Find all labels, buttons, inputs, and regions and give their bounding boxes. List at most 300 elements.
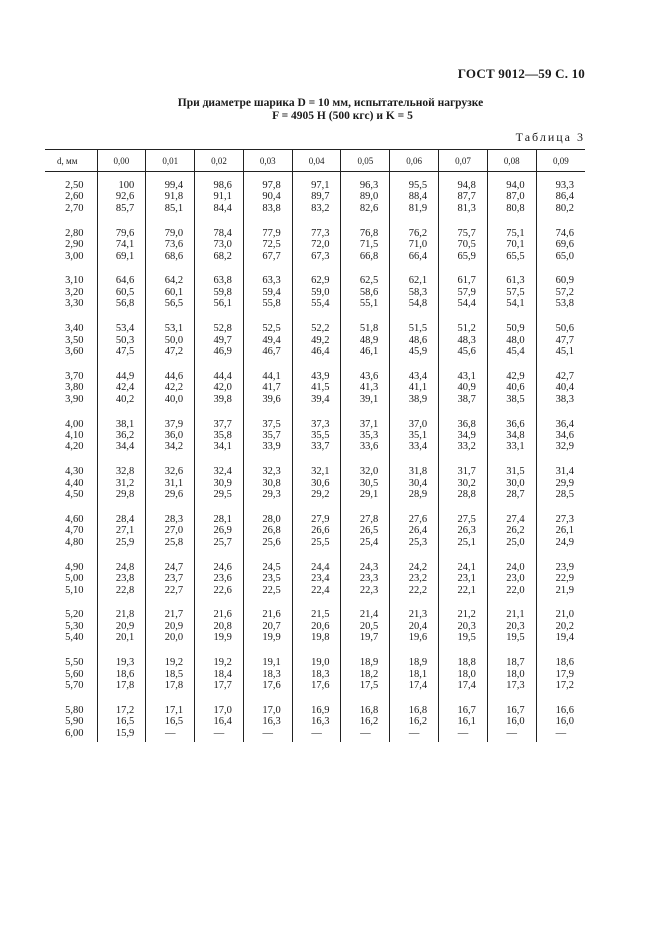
- table-row: [45, 335, 585, 346]
- hardness-cell: —: [439, 728, 488, 742]
- hardness-cell: 50,6: [536, 310, 585, 335]
- hardness-cell: 36,8: [439, 405, 488, 430]
- hardness-cell: 91,1: [195, 191, 244, 202]
- hardness-cell: 16,8: [390, 691, 439, 716]
- hardness-cell: 27,4: [487, 501, 536, 526]
- hardness-cell: 47,2: [146, 346, 195, 357]
- hardness-cell: 57,2: [536, 287, 585, 298]
- hardness-cell: 21,1: [487, 596, 536, 621]
- hardness-cell: 16,9: [292, 691, 341, 716]
- hardness-cell: 82,6: [341, 203, 390, 214]
- hardness-cell: 23,9: [536, 548, 585, 573]
- hardness-cell: 90,4: [243, 191, 292, 202]
- hardness-cell: 62,1: [390, 262, 439, 287]
- hardness-cell: 18,4: [195, 669, 244, 680]
- table-row: [45, 251, 585, 262]
- hardness-cell: 23,3: [341, 573, 390, 584]
- hardness-cell: 24,7: [146, 548, 195, 573]
- table-row: [45, 669, 585, 680]
- hardness-cell: 30,2: [439, 478, 488, 489]
- hardness-cell: 37,1: [341, 405, 390, 430]
- table-row: [45, 405, 585, 430]
- hardness-cell: 20,7: [243, 621, 292, 632]
- diameter-cell: 3,50: [65, 334, 84, 346]
- hardness-cell: 54,4: [439, 298, 488, 309]
- hardness-cell: 31,4: [536, 453, 585, 478]
- table-row: [45, 680, 585, 691]
- hardness-cell: 52,8: [195, 310, 244, 335]
- hardness-cell: 25,7: [195, 537, 244, 548]
- hardness-cell: 17,8: [97, 680, 146, 691]
- hardness-cell: 46,9: [195, 346, 244, 357]
- table-row: [45, 310, 585, 335]
- diameter-cell: 3,20: [65, 286, 84, 298]
- table-row: [45, 172, 585, 192]
- hardness-cell: 37,5: [243, 405, 292, 430]
- table-caption: [0, 97, 661, 123]
- hardness-cell: 18,6: [536, 644, 585, 669]
- hardness-cell: 34,6: [536, 430, 585, 441]
- hardness-cell: 59,4: [243, 287, 292, 298]
- hardness-cell: 33,7: [292, 441, 341, 452]
- hardness-table: [45, 149, 585, 742]
- hardness-cell: 79,6: [97, 214, 146, 239]
- header-cell: 0,04: [292, 150, 341, 172]
- hardness-cell: 49,4: [243, 335, 292, 346]
- hardness-cell: 51,5: [390, 310, 439, 335]
- hardness-cell: 30,6: [292, 478, 341, 489]
- hardness-cell: 60,1: [146, 287, 195, 298]
- hardness-cell: 16,2: [341, 716, 390, 727]
- hardness-cell: 21,6: [243, 596, 292, 621]
- hardness-cell: 30,5: [341, 478, 390, 489]
- hardness-cell: 60,9: [536, 262, 585, 287]
- table-row: [45, 596, 585, 621]
- hardness-cell: 16,3: [292, 716, 341, 727]
- hardness-cell: 58,6: [341, 287, 390, 298]
- hardness-cell: 19,7: [341, 632, 390, 643]
- hardness-cell: 76,2: [390, 214, 439, 239]
- table-row: [45, 585, 585, 596]
- hardness-cell: 19,1: [243, 644, 292, 669]
- table-row: [45, 525, 585, 536]
- diameter-cell: 5,10: [65, 584, 84, 596]
- hardness-cell: —: [341, 728, 390, 742]
- hardness-cell: 20,3: [487, 621, 536, 632]
- hardness-cell: 34,1: [195, 441, 244, 452]
- hardness-cell: 70,5: [439, 239, 488, 250]
- table-row: [45, 501, 585, 526]
- hardness-cell: 65,0: [536, 251, 585, 262]
- diameter-cell: 4,50: [65, 489, 84, 501]
- hardness-cell: 16,3: [243, 716, 292, 727]
- table-row: [45, 644, 585, 669]
- header-cell: 0,09: [536, 150, 585, 172]
- hardness-cell: 19,8: [292, 632, 341, 643]
- hardness-cell: 61,3: [487, 262, 536, 287]
- hardness-cell: 27,9: [292, 501, 341, 526]
- hardness-cell: 23,5: [243, 573, 292, 584]
- hardness-cell: 26,6: [292, 525, 341, 536]
- hardness-cell: 76,8: [341, 214, 390, 239]
- hardness-cell: 43,9: [292, 357, 341, 382]
- hardness-cell: 31,5: [487, 453, 536, 478]
- hardness-cell: 89,0: [341, 191, 390, 202]
- header-cell: 0,08: [487, 150, 536, 172]
- diameter-cell: 3,00: [65, 250, 84, 262]
- table-header-row: [45, 150, 585, 172]
- hardness-cell: 95,5: [390, 172, 439, 192]
- hardness-cell: 25,0: [487, 537, 536, 548]
- hardness-cell: 17,3: [487, 680, 536, 691]
- hardness-cell: 47,7: [536, 335, 585, 346]
- hardness-cell: 17,8: [146, 680, 195, 691]
- hardness-cell: 20,5: [341, 621, 390, 632]
- hardness-cell: 18,3: [243, 669, 292, 680]
- hardness-cell: 22,1: [439, 585, 488, 596]
- hardness-cell: 68,6: [146, 251, 195, 262]
- hardness-cell: 28,3: [146, 501, 195, 526]
- diameter-cell: 5,70: [65, 680, 84, 691]
- hardness-cell: 25,6: [243, 537, 292, 548]
- hardness-cell: 56,5: [146, 298, 195, 309]
- hardness-cell: 19,2: [195, 644, 244, 669]
- hardness-cell: 18,3: [292, 669, 341, 680]
- hardness-cell: 63,8: [195, 262, 244, 287]
- hardness-cell: 25,1: [439, 537, 488, 548]
- hardness-cell: 24,6: [195, 548, 244, 573]
- diameter-cell: 5,40: [65, 632, 84, 644]
- table-row: [45, 203, 585, 214]
- hardness-cell: 33,1: [487, 441, 536, 452]
- hardness-cell: 21,3: [390, 596, 439, 621]
- hardness-cell: 54,1: [487, 298, 536, 309]
- hardness-cell: 57,5: [487, 287, 536, 298]
- hardness-cell: 56,8: [97, 298, 146, 309]
- hardness-cell: 30,9: [195, 478, 244, 489]
- hardness-cell: 55,4: [292, 298, 341, 309]
- hardness-cell: 41,7: [243, 382, 292, 393]
- hardness-cell: 21,0: [536, 596, 585, 621]
- hardness-cell: 33,6: [341, 441, 390, 452]
- hardness-cell: 30,0: [487, 478, 536, 489]
- hardness-cell: 89,7: [292, 191, 341, 202]
- hardness-cell: 26,8: [243, 525, 292, 536]
- hardness-cell: 52,2: [292, 310, 341, 335]
- hardness-cell: 26,3: [439, 525, 488, 536]
- hardness-cell: 59,0: [292, 287, 341, 298]
- table-row: [45, 716, 585, 727]
- hardness-cell: 45,1: [536, 346, 585, 357]
- hardness-cell: 53,4: [97, 310, 146, 335]
- hardness-cell: 24,5: [243, 548, 292, 573]
- hardness-cell: 17,9: [536, 669, 585, 680]
- hardness-cell: 21,2: [439, 596, 488, 621]
- hardness-cell: 21,4: [341, 596, 390, 621]
- hardness-cell: 52,5: [243, 310, 292, 335]
- hardness-cell: 38,9: [390, 394, 439, 405]
- hardness-cell: 20,9: [146, 621, 195, 632]
- hardness-cell: 37,9: [146, 405, 195, 430]
- hardness-cell: 91,8: [146, 191, 195, 202]
- header-cell: 0,03: [243, 150, 292, 172]
- hardness-cell: 22,4: [292, 585, 341, 596]
- hardness-cell: 21,7: [146, 596, 195, 621]
- hardness-cell: 26,5: [341, 525, 390, 536]
- hardness-cell: 78,4: [195, 214, 244, 239]
- hardness-cell: 87,7: [439, 191, 488, 202]
- hardness-cell: 33,4: [390, 441, 439, 452]
- hardness-cell: 69,1: [97, 251, 146, 262]
- diameter-cell: 5,90: [65, 716, 84, 728]
- hardness-cell: 23,6: [195, 573, 244, 584]
- hardness-cell: 26,1: [536, 525, 585, 536]
- hardness-cell: 22,3: [341, 585, 390, 596]
- hardness-cell: 26,9: [195, 525, 244, 536]
- hardness-cell: 62,9: [292, 262, 341, 287]
- diameter-cell: 3,10: [65, 275, 84, 287]
- table-row: [45, 478, 585, 489]
- hardness-cell: 22,2: [390, 585, 439, 596]
- hardness-cell: —: [243, 728, 292, 742]
- table-row: [45, 394, 585, 405]
- hardness-cell: 65,5: [487, 251, 536, 262]
- hardness-cell: 31,8: [390, 453, 439, 478]
- hardness-cell: 17,0: [243, 691, 292, 716]
- hardness-cell: 25,4: [341, 537, 390, 548]
- diameter-cell: 4,40: [65, 477, 84, 489]
- hardness-cell: 17,5: [341, 680, 390, 691]
- hardness-cell: 39,6: [243, 394, 292, 405]
- table-row: [45, 346, 585, 357]
- hardness-cell: 30,4: [390, 478, 439, 489]
- hardness-cell: 29,8: [97, 489, 146, 500]
- hardness-cell: 25,5: [292, 537, 341, 548]
- hardness-cell: 16,6: [536, 691, 585, 716]
- hardness-cell: 34,4: [97, 441, 146, 452]
- diameter-cell: 5,20: [65, 609, 84, 621]
- hardness-cell: 41,5: [292, 382, 341, 393]
- hardness-cell: 43,4: [390, 357, 439, 382]
- hardness-cell: 24,3: [341, 548, 390, 573]
- hardness-cell: 41,3: [341, 382, 390, 393]
- table-row: [45, 728, 585, 742]
- hardness-cell: 48,9: [341, 335, 390, 346]
- hardness-cell: 27,8: [341, 501, 390, 526]
- hardness-cell: 17,0: [195, 691, 244, 716]
- hardness-cell: 29,3: [243, 489, 292, 500]
- hardness-cell: 46,4: [292, 346, 341, 357]
- diameter-cell: 3,90: [65, 393, 84, 405]
- hardness-cell: 23,7: [146, 573, 195, 584]
- hardness-cell: 21,6: [195, 596, 244, 621]
- hardness-cell: 31,1: [146, 478, 195, 489]
- hardness-cell: 21,9: [536, 585, 585, 596]
- hardness-cell: 72,0: [292, 239, 341, 250]
- hardness-cell: 17,4: [439, 680, 488, 691]
- hardness-cell: 30,8: [243, 478, 292, 489]
- diameter-cell: 5,30: [65, 620, 84, 632]
- hardness-cell: 29,9: [536, 478, 585, 489]
- hardness-cell: 40,0: [146, 394, 195, 405]
- hardness-cell: 80,8: [487, 203, 536, 214]
- hardness-cell: 69,6: [536, 239, 585, 250]
- hardness-cell: 34,9: [439, 430, 488, 441]
- hardness-cell: 29,6: [146, 489, 195, 500]
- hardness-cell: 16,2: [390, 716, 439, 727]
- hardness-cell: 16,4: [195, 716, 244, 727]
- hardness-cell: 36,6: [487, 405, 536, 430]
- hardness-cell: 33,9: [243, 441, 292, 452]
- hardness-cell: 24,1: [439, 548, 488, 573]
- hardness-cell: 46,1: [341, 346, 390, 357]
- hardness-cell: 44,9: [97, 357, 146, 382]
- hardness-cell: 19,2: [146, 644, 195, 669]
- hardness-cell: 85,1: [146, 203, 195, 214]
- hardness-cell: 85,7: [97, 203, 146, 214]
- hardness-cell: 40,9: [439, 382, 488, 393]
- hardness-cell: 45,6: [439, 346, 488, 357]
- table-row: [45, 191, 585, 202]
- diameter-cell: 4,70: [65, 525, 84, 537]
- hardness-cell: 75,7: [439, 214, 488, 239]
- hardness-cell: —: [536, 728, 585, 742]
- hardness-cell: 48,0: [487, 335, 536, 346]
- hardness-cell: 49,7: [195, 335, 244, 346]
- hardness-cell: 27,6: [390, 501, 439, 526]
- hardness-cell: 19,6: [390, 632, 439, 643]
- hardness-cell: 71,0: [390, 239, 439, 250]
- hardness-cell: 38,1: [97, 405, 146, 430]
- hardness-cell: 27,3: [536, 501, 585, 526]
- hardness-cell: 58,3: [390, 287, 439, 298]
- hardness-cell: 32,4: [195, 453, 244, 478]
- hardness-cell: 28,4: [97, 501, 146, 526]
- hardness-cell: 18,1: [390, 669, 439, 680]
- hardness-cell: 38,3: [536, 394, 585, 405]
- table-row: [45, 287, 585, 298]
- table-row: [45, 430, 585, 441]
- hardness-cell: 32,8: [97, 453, 146, 478]
- hardness-cell: 22,0: [487, 585, 536, 596]
- hardness-cell: 38,7: [439, 394, 488, 405]
- hardness-cell: 18,9: [390, 644, 439, 669]
- table-row: [45, 691, 585, 716]
- hardness-cell: 27,5: [439, 501, 488, 526]
- hardness-cell: 35,3: [341, 430, 390, 441]
- hardness-cell: 84,4: [195, 203, 244, 214]
- hardness-cell: 49,2: [292, 335, 341, 346]
- diameter-cell: 3,30: [65, 298, 84, 310]
- hardness-cell: 24,0: [487, 548, 536, 573]
- hardness-cell: 23,4: [292, 573, 341, 584]
- hardness-cell: 37,3: [292, 405, 341, 430]
- hardness-cell: 53,1: [146, 310, 195, 335]
- hardness-cell: 18,0: [487, 669, 536, 680]
- hardness-cell: 40,4: [536, 382, 585, 393]
- hardness-cell: 18,7: [487, 644, 536, 669]
- hardness-cell: 83,2: [292, 203, 341, 214]
- hardness-cell: 39,4: [292, 394, 341, 405]
- hardness-cell: 19,9: [243, 632, 292, 643]
- hardness-cell: 28,0: [243, 501, 292, 526]
- hardness-cell: 33,2: [439, 441, 488, 452]
- hardness-cell: 47,5: [97, 346, 146, 357]
- header-diameter: d, мм: [45, 150, 97, 172]
- hardness-cell: 18,2: [341, 669, 390, 680]
- diameter-cell: 4,30: [65, 466, 84, 478]
- hardness-cell: 32,6: [146, 453, 195, 478]
- table-row: [45, 453, 585, 478]
- diameter-cell: 5,60: [65, 668, 84, 680]
- table-body: [45, 172, 585, 743]
- hardness-cell: 22,7: [146, 585, 195, 596]
- diameter-cell: 2,60: [65, 191, 84, 203]
- header-cell: 0,06: [390, 150, 439, 172]
- header-cell: 0,01: [146, 150, 195, 172]
- hardness-cell: 34,8: [487, 430, 536, 441]
- hardness-cell: 17,6: [292, 680, 341, 691]
- table-row: [45, 632, 585, 643]
- hardness-cell: 21,8: [97, 596, 146, 621]
- hardness-cell: 18,5: [146, 669, 195, 680]
- diameter-cell: 4,10: [65, 430, 84, 441]
- hardness-cell: 87,0: [487, 191, 536, 202]
- hardness-cell: 31,2: [97, 478, 146, 489]
- hardness-cell: 16,0: [536, 716, 585, 727]
- hardness-cell: 19,9: [195, 632, 244, 643]
- hardness-cell: 28,8: [439, 489, 488, 500]
- hardness-cell: 15,9: [97, 728, 146, 742]
- hardness-cell: —: [195, 728, 244, 742]
- hardness-cell: 75,1: [487, 214, 536, 239]
- hardness-cell: 24,4: [292, 548, 341, 573]
- hardness-cell: 29,1: [341, 489, 390, 500]
- hardness-cell: 35,8: [195, 430, 244, 441]
- diameter-cell: 4,20: [65, 441, 84, 453]
- hardness-cell: 48,3: [439, 335, 488, 346]
- header-cell: 0,05: [341, 150, 390, 172]
- hardness-cell: —: [487, 728, 536, 742]
- hardness-cell: 42,2: [146, 382, 195, 393]
- hardness-cell: 44,6: [146, 357, 195, 382]
- hardness-cell: 24,9: [536, 537, 585, 548]
- hardness-cell: 16,5: [146, 716, 195, 727]
- table-row: [45, 621, 585, 632]
- hardness-cell: 54,8: [390, 298, 439, 309]
- hardness-cell: 55,1: [341, 298, 390, 309]
- hardness-cell: 98,6: [195, 172, 244, 192]
- hardness-cell: 50,3: [97, 335, 146, 346]
- hardness-cell: 39,1: [341, 394, 390, 405]
- hardness-cell: 32,3: [243, 453, 292, 478]
- hardness-cell: 36,4: [536, 405, 585, 430]
- caption-line-1: При диаметре шарика D = 10 мм, испытательной нагрузке: [177, 97, 484, 109]
- hardness-cell: 38,5: [487, 394, 536, 405]
- hardness-cell: 16,5: [97, 716, 146, 727]
- hardness-cell: —: [292, 728, 341, 742]
- hardness-cell: 81,3: [439, 203, 488, 214]
- hardness-cell: 68,2: [195, 251, 244, 262]
- hardness-cell: 42,0: [195, 382, 244, 393]
- hardness-cell: 70,1: [487, 239, 536, 250]
- table-label: Таблица 3: [515, 130, 585, 144]
- hardness-cell: 22,8: [97, 585, 146, 596]
- hardness-cell: 18,6: [97, 669, 146, 680]
- hardness-cell: 32,9: [536, 441, 585, 452]
- hardness-cell: 45,4: [487, 346, 536, 357]
- hardness-cell: 73,0: [195, 239, 244, 250]
